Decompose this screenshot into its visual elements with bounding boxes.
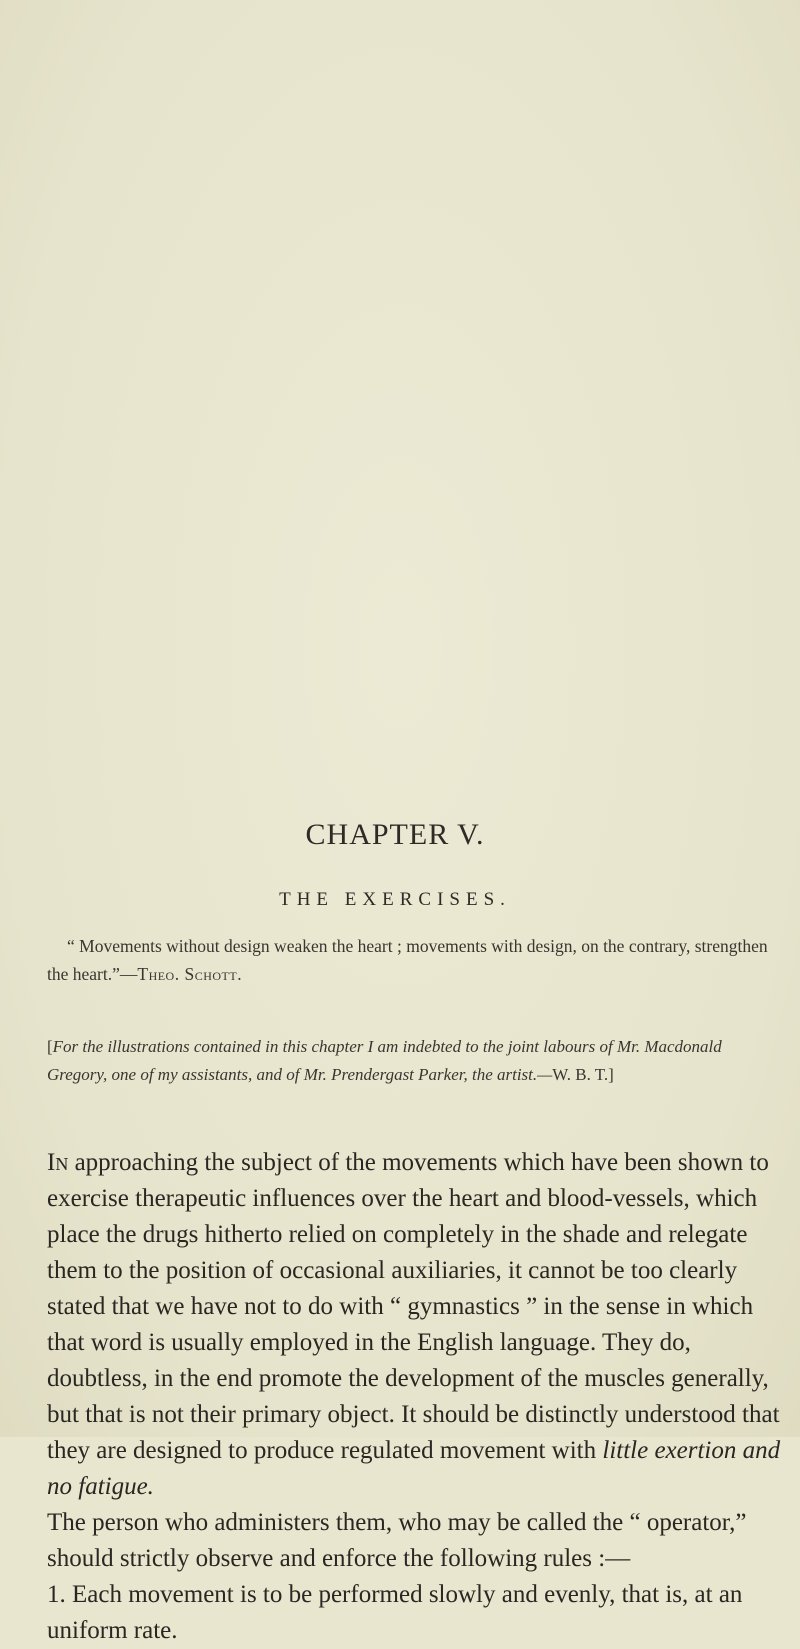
illustration-note bbox=[47, 1033, 782, 1089]
paragraph-1-text: approaching the subject of the movements which have been shown to exercise therapeutic influences over the heart and blood-vessels, which place the drugs hitherto relied on completely in the shade and relegate them to the position of occasional auxiliaries, it cannot be too clearly stated that we have not to do with “ gymnastics ” in the sense in which that word is usually employed in the English language. They do, doubtless, in the end promote the development of the muscles generally, but that is not their primary object. It should be distinctly understood that they are designed to produce regulated movement with bbox=[47, 1149, 780, 1464]
paragraph-1 bbox=[47, 1145, 782, 1505]
body-text bbox=[47, 1145, 782, 1649]
drop-initial: In bbox=[47, 1149, 69, 1176]
chapter-title: CHAPTER V. bbox=[305, 818, 485, 851]
paragraph-1-emphasis: little exertion and no fatigue. bbox=[47, 1437, 781, 1500]
epigraph-quote: “ Movements without design weaken the heart ; movements with design, on the contrary, strengthen the heart.”— bbox=[47, 936, 768, 984]
paragraph-2: The person who administers them, who may be called the “ operator,” should strictly observe and enforce the following rules :— bbox=[47, 1509, 747, 1572]
note-signature: W. B. T.] bbox=[552, 1065, 614, 1084]
epigraph-author: Theo. Schott. bbox=[137, 964, 243, 984]
note-text: For the illustrations contained in this chapter I am indebted to the joint labours of Mr. Macdonald Gregory, one of my assistants, and of Mr. Prendergast Parker, the artist.— bbox=[47, 1037, 722, 1084]
note-open-bracket: [ bbox=[47, 1037, 53, 1056]
paragraph-3: 1. Each movement is to be performed slowly and evenly, that is, at an uniform rate. bbox=[47, 1581, 743, 1644]
epigraph bbox=[47, 932, 782, 988]
section-title: THE EXERCISES. bbox=[279, 889, 511, 910]
